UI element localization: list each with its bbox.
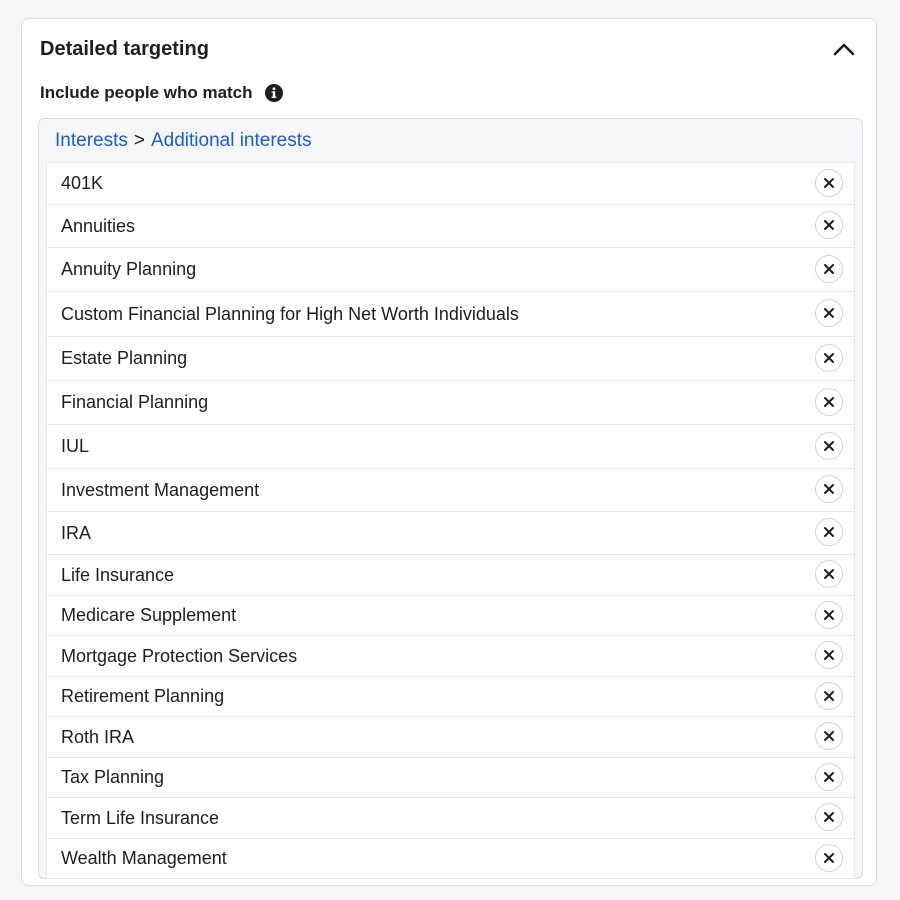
interest-label: Investment Management — [61, 479, 260, 500]
chevron-up-icon — [833, 42, 855, 56]
remove-interest-button[interactable] — [815, 844, 843, 872]
breadcrumb-additional-interests-link[interactable]: Additional interests — [150, 130, 312, 151]
include-criteria-header — [40, 81, 283, 105]
interest-row — [46, 596, 855, 636]
interest-row — [46, 469, 855, 512]
remove-interest-button[interactable] — [815, 682, 843, 710]
remove-interest-button[interactable] — [815, 475, 843, 503]
interest-row — [46, 677, 855, 717]
interest-row — [46, 717, 855, 758]
interest-label: Custom Financial Planning for High Net Worth Individuals — [61, 303, 519, 324]
remove-interest-button[interactable] — [815, 211, 843, 239]
interest-row — [46, 555, 855, 596]
remove-interest-button[interactable] — [815, 722, 843, 750]
collapse-button[interactable] — [830, 35, 858, 63]
interests-group — [38, 118, 863, 879]
close-icon — [823, 649, 835, 661]
interest-list — [46, 162, 855, 879]
interest-row — [46, 381, 855, 425]
interest-row — [46, 337, 855, 381]
close-icon — [823, 177, 835, 189]
breadcrumb-interests-link[interactable]: Interests — [55, 130, 128, 151]
interest-label: Annuity Planning — [61, 259, 197, 279]
close-icon — [823, 263, 835, 275]
interest-row — [46, 636, 855, 677]
remove-interest-button[interactable] — [815, 601, 843, 629]
close-icon — [823, 396, 835, 408]
close-icon — [823, 568, 835, 580]
remove-interest-button[interactable] — [815, 763, 843, 791]
close-icon — [823, 483, 835, 495]
interest-row — [46, 162, 855, 205]
info-icon[interactable] — [265, 84, 283, 102]
remove-interest-button[interactable] — [815, 518, 843, 546]
remove-interest-button[interactable] — [815, 560, 843, 588]
close-icon — [823, 440, 835, 452]
interest-label: IUL — [61, 436, 90, 456]
interest-label: Mortgage Protection Services — [61, 645, 298, 666]
interest-label: Estate Planning — [61, 348, 188, 368]
interest-row — [46, 758, 855, 798]
include-label: Include people who match — [40, 83, 253, 102]
interest-label: Life Insurance — [61, 564, 175, 585]
remove-interest-button[interactable] — [815, 299, 843, 327]
close-icon — [823, 730, 835, 742]
remove-interest-button[interactable] — [815, 803, 843, 831]
close-icon — [823, 811, 835, 823]
interest-label: 401K — [61, 173, 104, 193]
close-icon — [823, 307, 835, 319]
interest-row — [46, 248, 855, 292]
interest-row — [46, 205, 855, 248]
breadcrumb — [55, 129, 312, 153]
section-title: Detailed targeting — [40, 37, 209, 60]
interest-label: Financial Planning — [61, 392, 209, 412]
interest-label: Term Life Insurance — [61, 807, 220, 828]
interest-label: Wealth Management — [61, 848, 227, 868]
close-icon — [823, 219, 835, 231]
interest-row — [46, 839, 855, 879]
remove-interest-button[interactable] — [815, 255, 843, 283]
interest-label: Tax Planning — [61, 767, 165, 787]
close-icon — [823, 609, 835, 621]
interest-label: Annuities — [61, 215, 136, 236]
remove-interest-button[interactable] — [815, 388, 843, 416]
interest-row — [46, 798, 855, 839]
close-icon — [823, 852, 835, 864]
remove-interest-button[interactable] — [815, 344, 843, 372]
interest-row — [46, 292, 855, 337]
section-header — [40, 35, 858, 63]
remove-interest-button[interactable] — [815, 432, 843, 460]
interest-label: Roth IRA — [61, 726, 135, 747]
remove-interest-button[interactable] — [815, 641, 843, 669]
interest-label: Medicare Supplement — [61, 605, 237, 625]
interest-label: Retirement Planning — [61, 686, 225, 706]
close-icon — [823, 690, 835, 702]
close-icon — [823, 526, 835, 538]
close-icon — [823, 771, 835, 783]
close-icon — [823, 352, 835, 364]
interest-row — [46, 512, 855, 555]
remove-interest-button[interactable] — [815, 169, 843, 197]
detailed-targeting-card — [21, 18, 877, 886]
interest-label: IRA — [61, 522, 92, 543]
breadcrumb-separator: > — [133, 130, 145, 151]
interest-row — [46, 425, 855, 469]
